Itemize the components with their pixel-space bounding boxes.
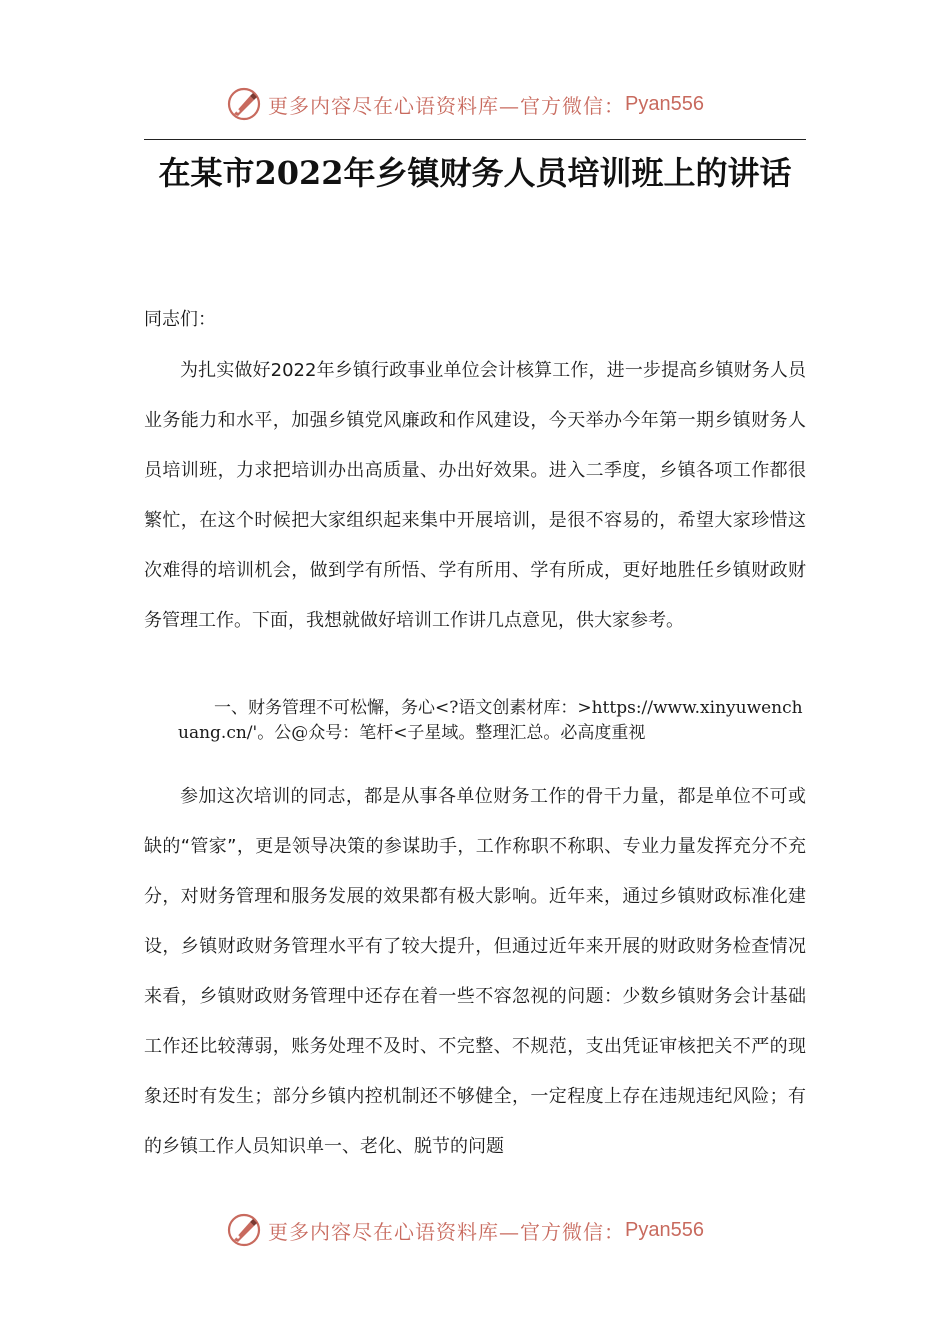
watermark-text: 更多内容尽在心语资料库—官方微信： [268, 93, 625, 118]
body-paragraph-2: 参加这次培训的同志，都是从事各单位财务工作的骨干力量，都是单位不可或缺的“管家”，更是领导决策的参谋助手，工作称职不称职、专业力量发挥充分不充分，对财务管理和服务发展的效果都有极大影响。近年来，通过乡镇财政标准化建设，乡镇财政财务管理水平有了较大提升，但通过近年来开展的财政财务检查情况来看，乡镇财政财务管理中还存在着一些不容忽视的问题：少数乡镇财务会计基础工作还比较薄弱，账务处理不及时、不完整、不规范，支出凭证审核把关不严的现象还时有发生；部分乡镇内控机制还不够健全，一定程度上存在违规违纪风险；有的乡镇工作人员知识单一、老化、脱节的问题 [144, 786, 806, 1157]
watermark-handle: Pyan556 [625, 1218, 704, 1241]
watermark-handle: Pyan556 [625, 92, 704, 115]
section-heading-1: 一、财务管理不可松懈，务心<?语文创素材库：>https://www.xinyuwenchuang.cn/'。公@众号：笔杆<子星域。整理汇总。必高度重视 [178, 698, 803, 743]
body-paragraph-1: 为扎实做好2022年乡镇行政事业单位会计核算工作，进一步提高乡镇财务人员业务能力和水平，加强乡镇党风廉政和作风建设，今天举办今年第一期乡镇财务人员培训班，力求把培训办出高质量、办出好效果。进入二季度，乡镇各项工作都很繁忙，在这个时候把大家组织起来集中开展培训，是很不容易的，希望大家珍惜这次难得的培训机会，做到学有所悟、学有所用、学有所成，更好地胜任乡镇财政财务管理工作。下面，我想就做好培训工作讲几点意见，供大家参考。 [144, 360, 806, 631]
header-watermark-banner [226, 84, 704, 124]
document-title: 在某市2022年乡镇财务人员培训班上的讲话 [158, 154, 792, 192]
pen-nib-logo-icon [226, 86, 262, 122]
pen-nib-logo-icon [226, 1212, 262, 1248]
watermark-text: 更多内容尽在心语资料库—官方微信： [268, 1219, 625, 1244]
header-divider [144, 139, 806, 140]
salutation: 同志们： [144, 309, 216, 330]
footer-watermark-banner [226, 1210, 704, 1250]
